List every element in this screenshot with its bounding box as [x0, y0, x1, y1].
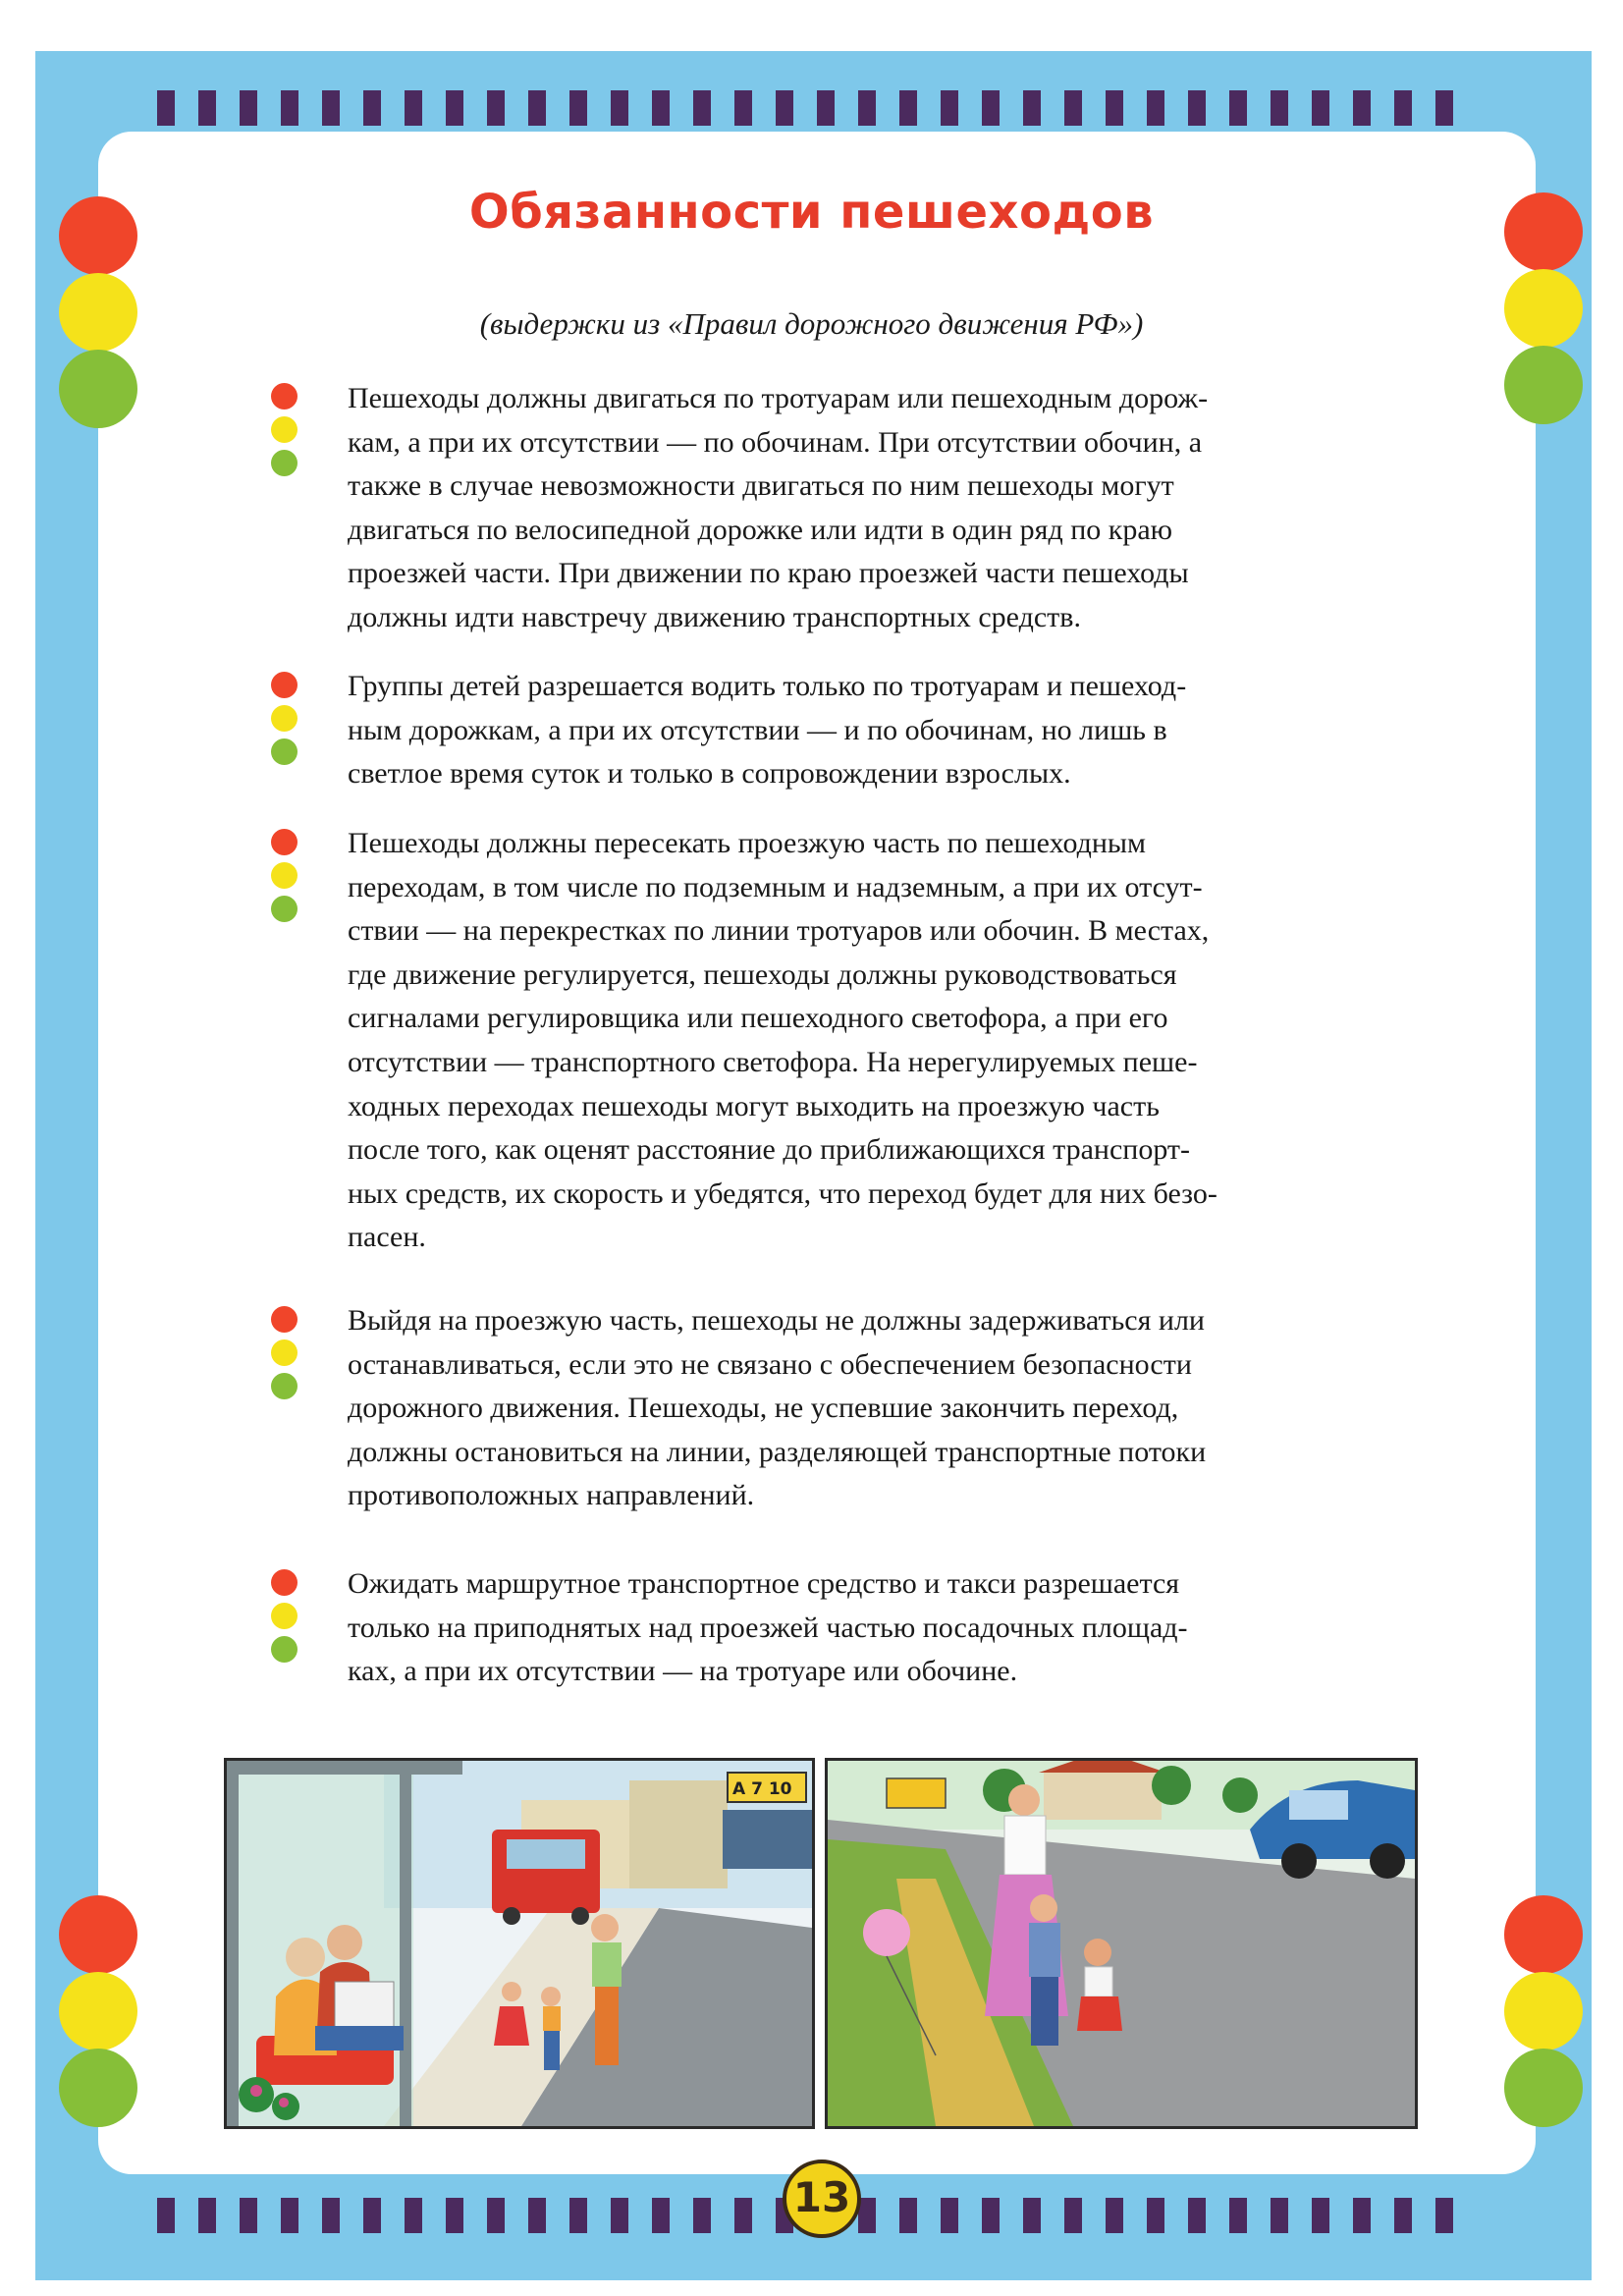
border-stripe — [1023, 90, 1041, 126]
border-stripe — [1147, 2198, 1164, 2233]
left-bottom-red-dot — [59, 1895, 137, 1974]
text-line: сигналами регулировщика или пешеходного светофора, а при его — [348, 1002, 1168, 1035]
top-stripe-border — [157, 90, 1492, 126]
left-bottom-green-dot — [59, 2049, 137, 2127]
border-stripe — [1435, 90, 1453, 126]
border-stripe — [528, 90, 546, 126]
page-title: Обязанности пешеходов — [468, 185, 1155, 240]
text-line: только на приподнятых над проезжей частью посадочных площад- — [348, 1611, 1188, 1644]
border-stripe — [1147, 90, 1164, 126]
text-line: Пешеходы должны пересекать проезжую часть по пешеходным — [348, 827, 1147, 859]
border-stripe — [734, 2198, 752, 2233]
text-line: отсутствии — транспортного светофора. На нерегулируемых пеше- — [348, 1045, 1198, 1078]
border-stripe — [157, 90, 175, 126]
text-line: ным дорожкам, а при их отсутствии — и по обочинам, но лишь в — [348, 713, 1167, 746]
text-line: должны остановиться на линии, разделяющей транспортные потоки — [348, 1435, 1207, 1468]
border-stripe — [734, 90, 752, 126]
border-stripe — [776, 90, 793, 126]
text-line: дорожного движения. Пешеходы, не успевшие закончить переход, — [348, 1392, 1179, 1425]
border-stripe — [899, 90, 917, 126]
border-stripe — [363, 90, 381, 126]
route-sign-text: А 7 10 — [732, 1779, 792, 1799]
border-stripe — [487, 90, 505, 126]
border-stripe — [322, 90, 340, 126]
text-line: проезжей части. При движении по краю проезжей части пешеходы — [348, 557, 1189, 590]
right-bottom-red-dot — [1504, 1895, 1583, 1974]
border-stripe — [198, 2198, 216, 2233]
text-line: после того, как оценят расстояние до приближающихся транспорт- — [348, 1133, 1191, 1167]
paragraph-2 — [348, 665, 1355, 796]
text-line: Группы детей разрешается водить только по тротуарам и пешеход- — [348, 670, 1187, 702]
border-stripe — [693, 90, 711, 126]
border-stripe — [1271, 2198, 1288, 2233]
border-stripe — [941, 90, 958, 126]
border-stripe — [1312, 2198, 1329, 2233]
border-stripe — [817, 90, 835, 126]
text-line: переходам, в том числе по подземным и надземным, а при их отсут- — [348, 870, 1203, 903]
right-bottom-green-dot — [1504, 2049, 1583, 2127]
border-stripe — [281, 90, 298, 126]
text-line: ных средств, их скорость и убедятся, что переход будет для них безо- — [348, 1176, 1217, 1210]
text-line: противоположных направлений. — [348, 1479, 755, 1512]
roadside-illustration — [825, 1758, 1418, 2129]
paragraph-3 — [348, 822, 1355, 1260]
border-stripe — [1106, 2198, 1123, 2233]
border-stripe — [322, 2198, 340, 2233]
text-line: ходных переходах пешеходы могут выходить на проезжую часть — [348, 1089, 1160, 1122]
paragraph-4 — [348, 1299, 1355, 1518]
border-stripe — [982, 90, 1000, 126]
text-line: пасен. — [348, 1221, 426, 1254]
border-stripe — [652, 90, 670, 126]
border-stripe — [240, 2198, 257, 2233]
text-line: должны идти навстречу движению транспортных средств. — [348, 600, 1081, 633]
border-stripe — [941, 2198, 958, 2233]
traffic-light-bullet-icon — [271, 1569, 298, 1669]
left-traffic-green-dot — [59, 350, 137, 428]
border-stripe — [1188, 90, 1206, 126]
border-stripe — [652, 2198, 670, 2233]
paragraph-5 — [348, 1562, 1355, 1694]
border-stripe — [198, 90, 216, 126]
border-stripe — [1271, 90, 1288, 126]
border-stripe — [899, 2198, 917, 2233]
right-traffic-green-dot — [1504, 346, 1583, 424]
border-stripe — [446, 2198, 463, 2233]
border-stripe — [1353, 2198, 1371, 2233]
border-stripe — [281, 2198, 298, 2233]
border-stripe — [858, 90, 876, 126]
border-stripe — [1435, 2198, 1453, 2233]
border-stripe — [240, 90, 257, 126]
border-stripe — [693, 2198, 711, 2233]
right-bottom-yellow-dot — [1504, 1972, 1583, 2050]
paragraph-1 — [348, 377, 1355, 640]
text-line: Пешеходы должны двигаться по тротуарам или пешеходным дорож- — [348, 382, 1209, 414]
text-line: Ожидать маршрутное транспортное средство и такси разрешается — [348, 1567, 1180, 1600]
border-stripe — [405, 90, 422, 126]
border-stripe — [1353, 90, 1371, 126]
text-line: светлое время суток и только в сопровождении взрослых. — [348, 757, 1071, 791]
border-stripe — [982, 2198, 1000, 2233]
border-stripe — [363, 2198, 381, 2233]
border-stripe — [1394, 2198, 1412, 2233]
traffic-light-bullet-icon — [271, 383, 298, 483]
border-stripe — [1064, 90, 1082, 126]
border-stripe — [569, 90, 587, 126]
text-line: Выйдя на проезжую часть, пешеходы не должны задерживаться или — [348, 1304, 1205, 1337]
border-stripe — [1106, 90, 1123, 126]
border-stripe — [1312, 90, 1329, 126]
border-stripe — [405, 2198, 422, 2233]
border-stripe — [446, 90, 463, 126]
traffic-light-bullet-icon — [271, 1306, 298, 1406]
border-stripe — [157, 2198, 175, 2233]
border-stripe — [611, 90, 628, 126]
text-line: где движение регулируется, пешеходы должны руководствоваться — [348, 957, 1177, 991]
border-stripe — [1188, 2198, 1206, 2233]
border-stripe — [1064, 2198, 1082, 2233]
text-line: останавливаться, если это не связано с обеспечением безопасности — [348, 1347, 1192, 1381]
text-line: кам, а при их отсутствии — по обочинам. При отсутствии обочин, а — [348, 425, 1203, 459]
border-stripe — [611, 2198, 628, 2233]
text-line: ствии — на перекрестках по линии тротуаров или обочин. В местах, — [348, 914, 1210, 948]
border-stripe — [569, 2198, 587, 2233]
border-stripe — [1394, 90, 1412, 126]
border-stripe — [1229, 90, 1247, 126]
page-subtitle: (выдержки из «Правил дорожного движения РФ») — [479, 306, 1144, 341]
left-bottom-yellow-dot — [59, 1972, 137, 2050]
traffic-light-bullet-icon — [271, 672, 298, 772]
text-line: двигаться по велосипедной дорожке или идти в один ряд по краю — [348, 513, 1173, 546]
traffic-light-bullet-icon — [271, 829, 298, 929]
border-stripe — [528, 2198, 546, 2233]
border-stripe — [1023, 2198, 1041, 2233]
page-number-badge: 13 — [783, 2159, 861, 2238]
border-stripe — [487, 2198, 505, 2233]
text-line: также в случае невозможности двигаться по ним пешеходы могут — [348, 469, 1174, 503]
text-line: ках, а при их отсутствии — на тротуаре или обочине. — [348, 1655, 1018, 1688]
bus-stop-illustration — [224, 1758, 815, 2129]
border-stripe — [1229, 2198, 1247, 2233]
